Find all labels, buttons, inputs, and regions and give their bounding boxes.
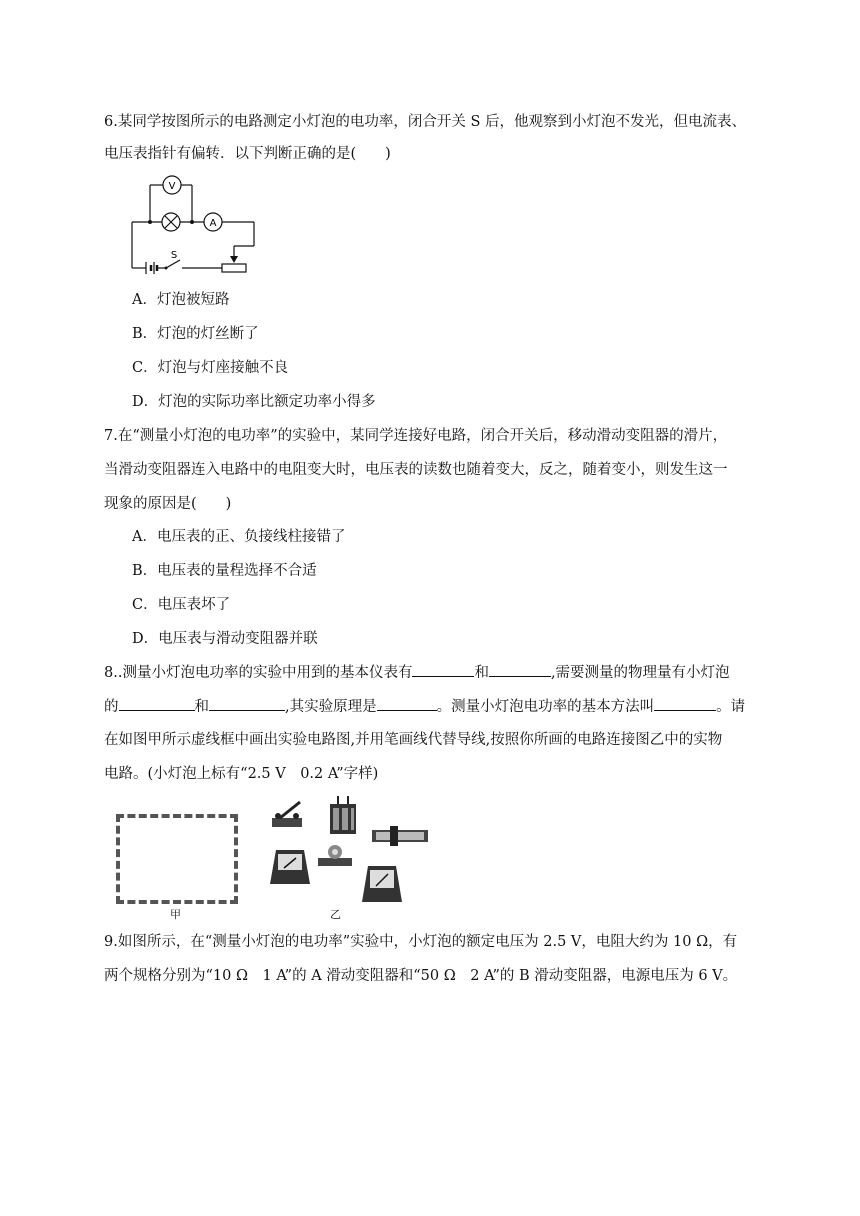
lamp-component-icon [318,845,352,866]
q8-text-segment: ,其实验原理是 [285,699,377,715]
answer-blank[interactable] [489,662,551,677]
q7-option-a: A．电压表的正、负接线柱接错了 [132,529,346,545]
q8-text-line4: 电路。(小灯泡上标有“2.5 V 0.2 A”字样) [104,766,379,782]
battery-component-icon [330,796,356,834]
q7-text-line2: 当滑动变阻器连入电路中的电阻变大时，电压表的读数也随着变大，反之，随着变小，则发生这一 [104,462,728,478]
switch-component-icon [272,802,302,827]
q6-option-c: C．灯泡与灯座接触不良 [132,360,289,376]
q6-option-d: D．灯泡的实际功率比额定功率小得多 [132,394,376,410]
voltmeter-label: V [168,181,176,192]
figure-yi-label: 乙 [330,908,341,921]
answer-blank[interactable] [412,662,474,677]
q6-text-line2: 电压表指针有偏转．以下判断正确的是( ) [104,146,391,162]
q6-text-line1: 6.某同学按图所示的电路测定小灯泡的电功率，闭合开关 S 后，他观察到小灯泡不发光，但电流表、 [104,114,746,130]
answer-blank[interactable] [654,696,716,711]
q9-text-line1: 9.如图所示，在“测量小灯泡的电功率”实验中，小灯泡的额定电压为 2.5 V，电阻大约为 10 Ω，有 [104,934,738,950]
q8-text-segment: 和 [194,699,209,715]
q7-option-b: B．电压表的量程选择不合适 [132,563,317,579]
answer-blank[interactable] [377,696,437,711]
q8-text-segment: ,需要测量的物理量有小灯泡 [550,665,730,681]
q8-text-segment: 的 [104,699,119,715]
q9-text-line2: 两个规格分别为“10 Ω 1 A”的 A 滑动变阻器和“50 Ω 2 A”的 B 滑动变阻器，电源电压为 6 V。 [104,968,738,984]
ammeter-label: A [209,218,217,229]
figure-yi-components [268,792,434,906]
q8-text-line3: 在如图甲所示虚线框中画出实验电路图,并用笔画线代替导线,按照你所画的电路连接图乙中的实物 [104,732,723,748]
q6-option-a: A．灯泡被短路 [132,292,230,308]
q8-text-segment: 8..测量小灯泡电功率的实验中用到的基本仪表有 [104,665,413,681]
switch-label: S [170,250,178,261]
q8-text-line2 [104,696,745,717]
q8-text-segment: 。测量小灯泡电功率的基本方法叫 [436,699,655,715]
figure-jia-label: 甲 [170,908,181,921]
answer-blank[interactable] [119,696,195,711]
voltmeter-component-icon [362,866,402,902]
q8-text-segment: 和 [474,665,489,681]
q7-text-line3: 现象的原因是( ) [104,496,232,512]
answer-blank[interactable] [209,696,285,711]
rheostat-component-icon [372,826,428,846]
q8-text-line1 [104,662,730,683]
q6-option-b: B．灯泡的灯丝断了 [132,326,259,342]
ammeter-component-icon [270,850,310,884]
q8-text-segment: 。请 [716,699,746,715]
q7-option-d: D．电压表与滑动变阻器并联 [132,631,318,647]
q6-circuit-diagram [124,172,264,276]
q7-option-c: C．电压表坏了 [132,597,231,613]
figure-jia-dashed-box[interactable] [116,814,238,904]
q7-text-line1: 7.在“测量小灯泡的电功率”的实验中，某同学连接好电路，闭合开关后，移动滑动变阻器的滑片， [104,428,728,444]
